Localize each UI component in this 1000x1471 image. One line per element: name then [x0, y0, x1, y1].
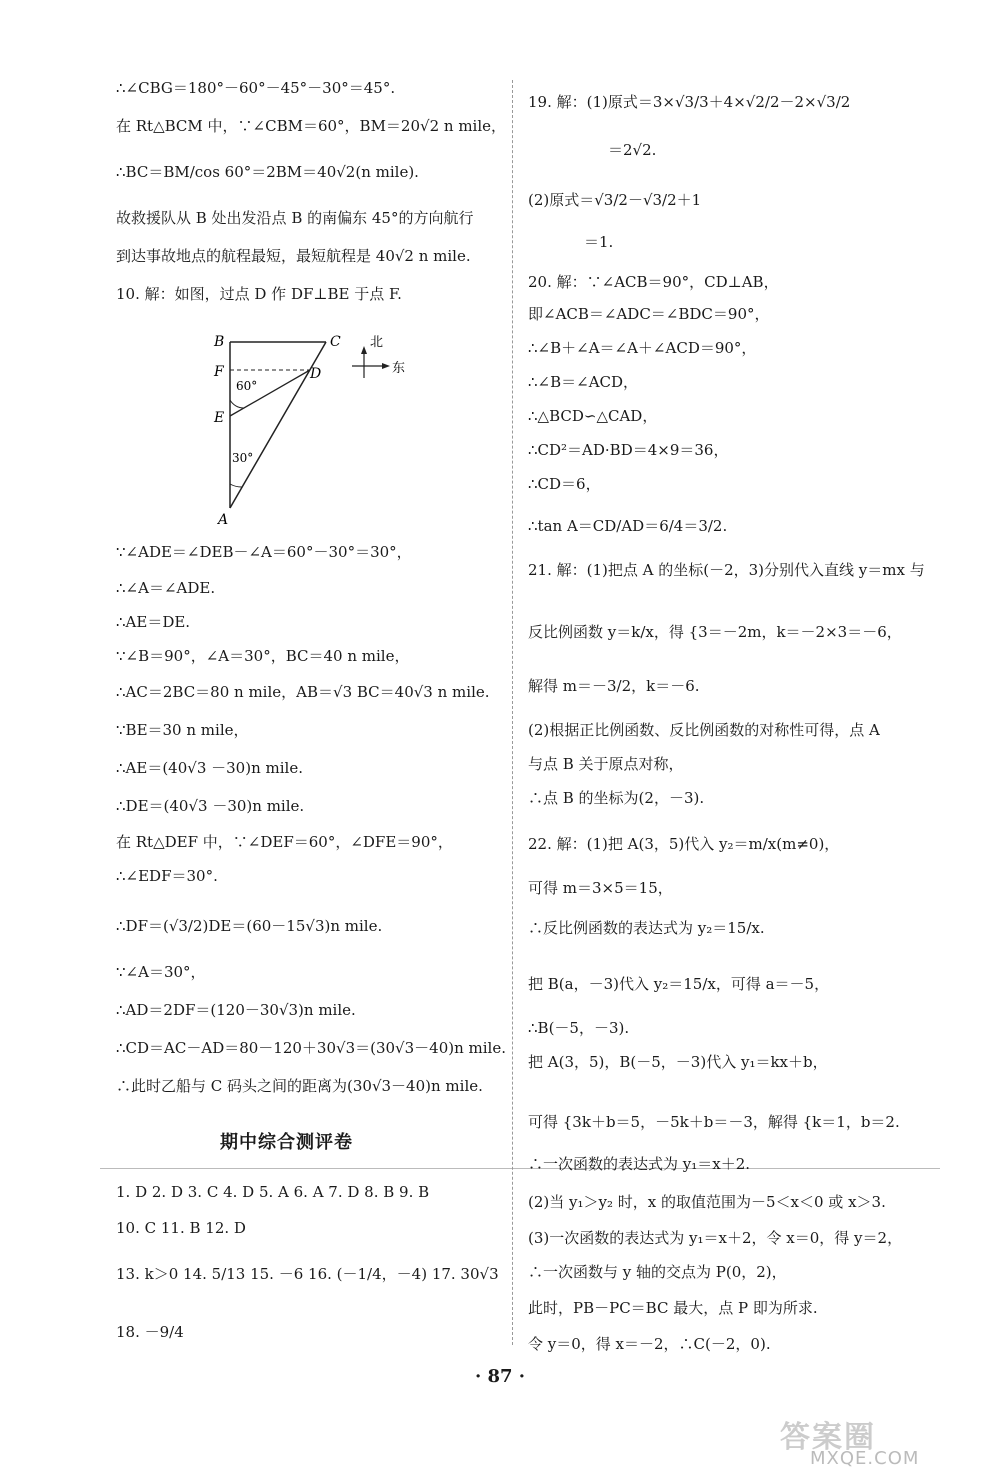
figure-angle-30: 30° — [232, 451, 254, 465]
column-divider — [512, 80, 513, 1345]
text-line: (2)根据正比例函数、反比例函数的对称性可得，点 A — [528, 721, 880, 739]
answer-line: 13. k＞0 14. 5/13 15. －6 16. (－1/4，－4) 17. 30√3 — [116, 1265, 499, 1283]
text-line: ∴AC＝2BC＝80 n mile，AB＝√3 BC＝40√3 n mile. — [116, 683, 490, 701]
text-line: ∴∠EDF＝30°. — [116, 867, 218, 885]
section-divider — [100, 1168, 940, 1169]
text-line: 令 y＝0，得 x＝－2，∴C(－2，0). — [528, 1335, 771, 1353]
text-line: ∵BE＝30 n mile， — [116, 721, 249, 739]
figure-label-e: E — [214, 410, 225, 426]
text-line: 此时，PB－PC＝BC 最大，点 P 即为所求. — [528, 1299, 818, 1317]
text-line: ∴△BCD∽△CAD， — [528, 407, 658, 425]
text-line: ∴∠A＝∠ADE. — [116, 579, 216, 597]
text-line: (3)一次函数的表达式为 y₁＝x＋2，令 x＝0，得 y＝2， — [528, 1229, 903, 1247]
watermark-logo: 答案圈 — [780, 1420, 876, 1455]
text-line: ∵∠B＝90°，∠A＝30°，BC＝40 n mile， — [116, 647, 410, 665]
text-line: 把 B(a，－3)代入 y₂＝15/x，可得 a＝－5， — [528, 975, 830, 993]
section-title: 期中综合测评卷 — [220, 1132, 353, 1153]
figure-label-d: D — [310, 366, 322, 382]
text-line: 即∠ACB＝∠ADC＝∠BDC＝90°， — [528, 305, 770, 323]
text-line: 在 Rt△BCM 中，∵∠CBM＝60°，BM＝20√2 n mile， — [116, 117, 507, 135]
text-line: 故救援队从 B 处出发沿点 B 的南偏东 45°的方向航行 — [116, 209, 474, 227]
text-line: ∵∠A＝30°， — [116, 963, 206, 981]
text-line: 反比例函数 y＝k/x，得 {3＝－2m，k＝－2×3＝－6， — [528, 623, 902, 641]
text-line: ∴∠B＝∠ACD， — [528, 373, 639, 391]
text-line: ∴AD＝2DF＝(120－30√3)n mile. — [116, 1001, 356, 1019]
figure-angle-60: 60° — [236, 379, 258, 393]
text-line: ∴点 B 的坐标为(2，－3). — [528, 789, 705, 807]
text-line: (2)原式＝√3/2－√3/2＋1 — [528, 191, 702, 209]
text-line: 可得 {3k＋b＝5，－5k＋b＝－3，解得 {k＝1，b＝2. — [528, 1113, 900, 1131]
figure-label-a: A — [218, 512, 229, 528]
text-line: 解得 m＝－3/2，k＝－6. — [528, 677, 700, 695]
figure-label-f: F — [214, 364, 224, 380]
text-line: 21. 解：(1)把点 A 的坐标(－2，3)分别代入直线 y＝mx 与 — [528, 561, 925, 579]
text-line: ∴CD＝6， — [528, 475, 601, 493]
figure-label-c: C — [330, 334, 341, 350]
text-line: ∴CD＝AC－AD＝80－120＋30√3＝(30√3－40)n mile. — [116, 1039, 506, 1057]
text-line: 在 Rt△DEF 中，∵∠DEF＝60°，∠DFE＝90°， — [116, 833, 453, 851]
text-line: ∴∠CBG＝180°－60°－45°－30°＝45°. — [116, 79, 396, 97]
text-line: 与点 B 关于原点对称， — [528, 755, 684, 773]
page-number: · 87 · — [474, 1366, 526, 1387]
text-line: 22. 解：(1)把 A(3，5)代入 y₂＝m/x(m≠0)， — [528, 835, 840, 853]
text-line: 19. 解：(1)原式＝3×√3/3＋4×√2/2－2×√3/2 — [528, 93, 851, 111]
answer-line: 18. －9/4 — [116, 1323, 184, 1341]
text-line: ∴DF＝(√3/2)DE＝(60－15√3)n mile. — [116, 917, 383, 935]
answer-line: 10. C 11. B 12. D — [116, 1219, 246, 1237]
text-line: ∴∠B＋∠A＝∠A＋∠ACD＝90°， — [528, 339, 757, 357]
compass-east-label: 东 — [392, 361, 406, 376]
text-line: ＝2√2. — [608, 141, 657, 159]
text-line: ∴BC＝BM/cos 60°＝2BM＝40√2(n mile). — [116, 163, 419, 181]
text-line: ∵∠ADE＝∠DEB－∠A＝60°－30°＝30°， — [116, 543, 412, 561]
text-line: ∴B(－5，－3). — [528, 1019, 630, 1037]
watermark-url: MXQE.COM — [810, 1448, 920, 1469]
text-line: ∴此时乙船与 C 码头之间的距离为(30√3－40)n mile. — [116, 1077, 483, 1095]
text-line: ∴DE＝(40√3 －30)n mile. — [116, 797, 305, 815]
compass-north-label: 北 — [370, 335, 384, 350]
text-line: ∴tan A＝CD/AD＝6/4＝3/2. — [528, 517, 728, 535]
text-line: ∴AE＝(40√3 －30)n mile. — [116, 759, 303, 777]
text-line: ∴反比例函数的表达式为 y₂＝15/x. — [528, 919, 765, 937]
geometry-figure — [206, 322, 406, 528]
text-line: ＝1. — [584, 233, 614, 251]
answer-line: 1. D 2. D 3. C 4. D 5. A 6. A 7. D 8. B 9. B — [116, 1183, 430, 1201]
problem-10-heading: 10. 解：如图，过点 D 作 DF⊥BE 于点 F. — [116, 285, 402, 303]
text-line: 把 A(3，5)，B(－5，－3)代入 y₁＝kx＋b， — [528, 1053, 828, 1071]
text-line: 20. 解：∵∠ACB＝90°，CD⊥AB， — [528, 273, 779, 291]
text-line: 可得 m＝3×5＝15， — [528, 879, 673, 897]
text-line: ∴一次函数的表达式为 y₁＝x＋2. — [528, 1155, 751, 1173]
text-line: ∴一次函数与 y 轴的交点为 P(0，2)， — [528, 1263, 787, 1281]
figure-label-b: B — [214, 334, 225, 350]
text-line: ∴CD²＝AD·BD＝4×9＝36， — [528, 441, 729, 459]
text-line: (2)当 y₁＞y₂ 时，x 的取值范围为－5＜x＜0 或 x＞3. — [528, 1193, 886, 1211]
text-line: ∴AE＝DE. — [116, 613, 191, 631]
text-line: 到达事故地点的航程最短，最短航程是 40√2 n mile. — [116, 247, 471, 265]
